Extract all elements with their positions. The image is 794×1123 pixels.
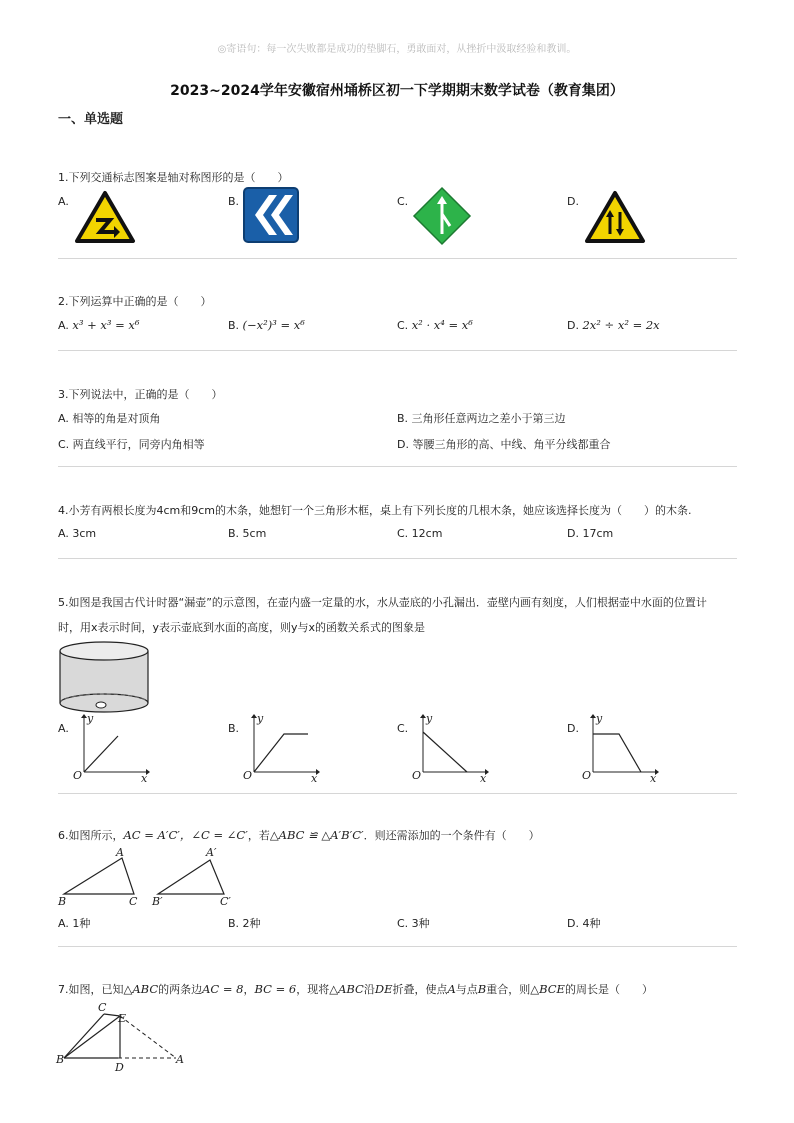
y-axis-label: y bbox=[257, 712, 264, 725]
chevron-left-sign-icon bbox=[243, 187, 299, 243]
merge-lane-sign-icon bbox=[412, 186, 472, 246]
y-axis-label: y bbox=[87, 712, 94, 725]
divider bbox=[58, 558, 737, 559]
q3-option-c[interactable]: C. 两直线平行，同旁内角相等 bbox=[58, 438, 205, 451]
vertex-c-label: C bbox=[98, 1001, 107, 1014]
divider bbox=[58, 793, 737, 794]
q2-option-c[interactable]: C. x² · x⁴ = x⁶ bbox=[397, 318, 473, 332]
q4-option-b[interactable]: B. 5cm bbox=[228, 527, 267, 540]
question-5-line-1: 5.如图是我国古代计时器“漏壶”的示意图，在壶内盛一定量的水，水从壶底的小孔漏出．壶壁内画有刻度，人们根据壶中水面的位置计 bbox=[58, 596, 707, 609]
question-6: 6.如图所示，AC = A′C′，∠C = ∠C′，若△ABC ≌ △A′B′C′．则还需添加的一个条件有（ ） bbox=[58, 828, 540, 842]
q5-option-c[interactable]: C. bbox=[397, 722, 409, 735]
section-heading: 一、单选题 bbox=[58, 112, 124, 127]
x-axis-label: x bbox=[650, 772, 657, 785]
origin-label: O bbox=[412, 769, 422, 782]
q6-option-d[interactable]: D. 4种 bbox=[567, 917, 601, 930]
origin-label: O bbox=[73, 769, 83, 782]
y-axis-label: y bbox=[426, 712, 433, 725]
origin-label: O bbox=[582, 769, 592, 782]
vertex-b-label: B bbox=[56, 1053, 65, 1066]
origin-label: O bbox=[243, 769, 253, 782]
q5-option-b[interactable]: B. bbox=[228, 722, 240, 735]
q4-option-a[interactable]: A. 3cm bbox=[58, 527, 97, 540]
q4-option-c[interactable]: C. 12cm bbox=[397, 527, 443, 540]
vertex-e-label: E bbox=[118, 1012, 127, 1025]
double-bend-sign-icon bbox=[74, 190, 136, 244]
vertex-b-label: B bbox=[58, 895, 67, 908]
q3-option-b[interactable]: B. 三角形任意两边之差小于第三边 bbox=[397, 412, 566, 425]
vertex-c-label: C bbox=[129, 895, 138, 908]
y-axis-label: y bbox=[596, 712, 603, 725]
vertex-b-prime-label: B′ bbox=[152, 895, 163, 908]
water-clock-diagram bbox=[58, 641, 150, 715]
q2-option-b[interactable]: B. (−x²)³ = x⁶ bbox=[228, 318, 305, 332]
vertex-a-label: A bbox=[116, 846, 124, 859]
q1-option-c[interactable]: C. bbox=[397, 195, 409, 208]
x-axis-label: x bbox=[480, 772, 487, 785]
x-axis-label: x bbox=[311, 772, 318, 785]
graph-c bbox=[409, 712, 489, 785]
q1-option-a[interactable]: A. bbox=[58, 195, 69, 208]
two-way-traffic-sign-icon bbox=[584, 190, 646, 244]
divider bbox=[58, 946, 737, 947]
q3-option-d[interactable]: D. 等腰三角形的高、中线、角平分线都重合 bbox=[397, 438, 611, 451]
q5-option-a[interactable]: A. bbox=[58, 722, 69, 735]
graph-b bbox=[240, 712, 320, 785]
q5-option-d[interactable]: D. bbox=[567, 722, 579, 735]
q4-option-d[interactable]: D. 17cm bbox=[567, 527, 614, 540]
vertex-a-label: A bbox=[176, 1053, 184, 1066]
q2-option-d[interactable]: D. 2x² ÷ x² = 2x bbox=[567, 318, 660, 332]
vertex-d-label: D bbox=[115, 1061, 124, 1074]
x-axis-label: x bbox=[141, 772, 148, 785]
folded-triangle-diagram bbox=[56, 1001, 186, 1074]
page-title: 2023~2024学年安徽宿州埇桥区初一下学期期末数学试卷（教育集团） bbox=[170, 83, 624, 99]
graph-a bbox=[70, 712, 150, 785]
question-4: 4.小芳有两根长度为4cm和9cm的木条，她想钉一个三角形木框，桌上有下列长度的几根木条，她应该选择长度为（ ）的木条. bbox=[58, 504, 692, 517]
divider bbox=[58, 258, 737, 259]
vertex-a-prime-label: A′ bbox=[206, 846, 217, 859]
divider bbox=[58, 466, 737, 467]
q6-option-c[interactable]: C. 3种 bbox=[397, 917, 430, 930]
question-1: 1.下列交通标志图案是轴对称图形的是（ ） bbox=[58, 171, 289, 184]
q6-option-a[interactable]: A. 1种 bbox=[58, 917, 91, 930]
q1-option-d[interactable]: D. bbox=[567, 195, 579, 208]
question-5-line-2: 时，用x表示时间，y表示壶底到水面的高度，则y与x的函数关系式的图象是 bbox=[58, 621, 426, 634]
q6-option-b[interactable]: B. 2种 bbox=[228, 917, 261, 930]
graph-d bbox=[579, 712, 659, 785]
vertex-c-prime-label: C′ bbox=[220, 895, 231, 908]
q2-option-a[interactable]: A. x³ + x³ = x⁶ bbox=[58, 318, 140, 332]
question-2: 2.下列运算中正确的是（ ） bbox=[58, 295, 212, 308]
congruent-triangles-diagram bbox=[58, 846, 244, 908]
q1-option-b[interactable]: B. bbox=[228, 195, 240, 208]
q3-option-a[interactable]: A. 相等的角是对顶角 bbox=[58, 412, 161, 425]
motto: ◎寄语句：每一次失败都是成功的垫脚石，勇敢面对，从挫折中汲取经验和教训。 bbox=[217, 44, 577, 55]
question-3: 3.下列说法中，正确的是（ ） bbox=[58, 388, 223, 401]
question-7: 7.如图，已知△ABC的两条边AC = 8，BC = 6，现将△ABC沿DE折叠，使点A与点B重合，则△BCE的周长是（ ） bbox=[58, 982, 653, 996]
divider bbox=[58, 350, 737, 351]
